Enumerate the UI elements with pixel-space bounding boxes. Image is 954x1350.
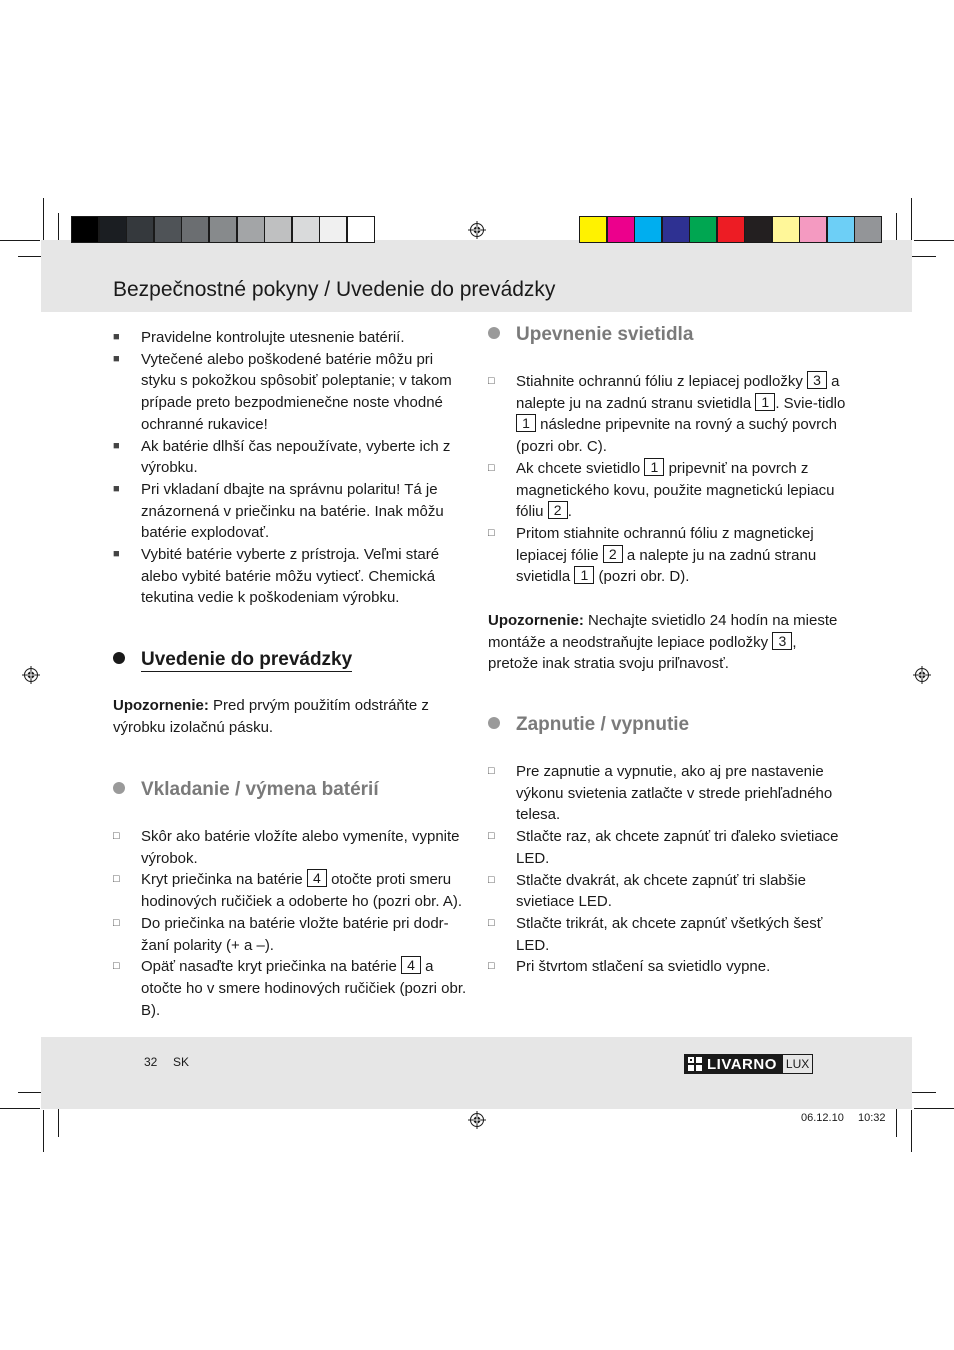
registration-mark-icon [22,666,40,684]
color-swatch [71,216,99,243]
checkbox-bullet-icon: □ [488,526,495,539]
logo-text: LIVARNO [707,1055,777,1073]
list-item: ■ Pri vkladaní dbajte na správnu polaritu! Tá je znázornená v priečinku na batérie. Inak môžu batérie explodovať. [113,480,444,542]
square-bullet-icon: ■ [113,482,120,495]
color-swatch [799,216,827,243]
part-number-box: 1 [644,458,664,476]
note-text: Pred prvým použitím odstráňte z výrobku izolačnú pásku. [113,697,429,736]
print-date: 06.12.10 [801,1112,844,1124]
color-swatch [99,216,127,243]
list-item: □ Pritom stiahnite ochrannú fóliu z magnetickej lepiacej fólie 2 a nalepte ju na zadnú stranu svietidla 1 (pozri obr. D). [488,524,817,586]
livarno-mark-icon [688,1057,702,1071]
square-bullet-icon: ■ [113,548,120,561]
checkbox-bullet-icon: □ [113,916,120,929]
part-number-box: 3 [807,371,827,389]
part-number-box: 4 [307,869,327,887]
list-item: □ Pri štvrtom stlačení sa svietidlo vypne. [488,956,848,978]
bullet-dot-icon [113,652,125,664]
crop-mark [914,240,954,241]
list-item: □ Do priečinka na batérie vložte batérie pri dodr-žaní polarity (+ a –). [113,914,449,954]
color-swatch [237,216,265,243]
color-swatch [634,216,662,243]
page-title: Bezpečnostné pokyny / Uvedenie do prevádzky [113,278,556,301]
bullet-dot-icon [113,782,125,794]
print-time: 10:32 [858,1112,886,1124]
checkbox-bullet-icon: □ [488,375,495,387]
square-bullet-icon: ■ [113,439,120,452]
color-swatch [827,216,855,243]
checkbox-bullet-icon: □ [488,960,495,973]
livarno-logo-icon [684,1054,813,1074]
checkbox-bullet-icon: □ [488,916,495,929]
checkbox-bullet-icon: □ [488,765,495,777]
checkbox-bullet-icon: □ [488,873,495,886]
list-item: □ Skôr ako batérie vložíte alebo vymeníte, vypnite výrobok. [113,828,460,867]
language-code: SK [173,1055,190,1069]
color-swatch [292,216,320,243]
note-uvedenie [113,695,468,738]
color-swatch [662,216,690,243]
section-heading-vkladanie: Vkladanie / výmena batérií [113,779,379,801]
color-swatch [319,216,347,243]
registration-mark-icon [468,221,486,239]
list-item: □ Opäť nasaďte kryt priečinka na batérie 4 a otočte ho v smere hodinových ručičiek (pozri obr. B). [113,957,467,1019]
color-swatch [854,216,882,243]
crop-mark [43,198,44,240]
checkbox-bullet-icon: □ [113,873,120,886]
checkbox-bullet-icon: □ [488,830,495,843]
crop-mark [911,198,912,240]
part-number-box: 1 [755,393,775,411]
color-swatch [607,216,635,243]
crop-mark [43,1110,44,1152]
part-number-box: 2 [603,545,623,563]
list-item: □ Stiahnite ochrannú fóliu z lepiacej podložky 3 a nalepte ju na zadnú stranu svietidla 1 . Svie-tidlo 1 následne pripevnite na rovný a suchý povrch (pozri obr. C). [488,372,846,456]
color-swatch [689,216,717,243]
color-swatch [126,216,154,243]
list-item: □ Stlačte trikrát, ak chcete zapnúť všetkých šesť LED. [488,914,823,954]
section-heading-uvedenie: Uvedenie do prevádzky [113,649,352,671]
square-bullet-icon: ■ [113,352,120,365]
list-item: □ Kryt priečinka na batérie 4 otočte proti smeru hodinových ručičiek a odoberte ho (pozri obr. A). [113,870,463,911]
page-number: 32 [144,1055,158,1069]
part-number-box: 1 [574,566,594,584]
crop-mark [911,1110,912,1152]
checkbox-bullet-icon: □ [488,461,495,474]
switching-steps [488,761,848,978]
safety-list [113,327,468,609]
note-label: Upozornenie: [113,697,209,714]
bullet-dot-icon [488,327,500,339]
color-swatch [209,216,237,243]
list-item: □ Ak chcete svietidlo 1 pripevniť na povrch z magnetického kovu, použite magnetickú lepiacu fóliu 2 . [488,458,835,521]
list-item: □ Stlačte raz, ak chcete zapnúť tri ďaleko svietiace LED. [488,828,839,867]
color-swatch [181,216,209,243]
crop-mark [914,1108,954,1109]
part-number-box: 1 [516,414,536,432]
note-label: Upozornenie: [488,612,584,629]
color-swatch [347,216,375,243]
color-swatch [154,216,182,243]
mounting-steps [488,371,848,588]
registration-mark-icon [913,666,931,684]
logo-sub-text: LUX [782,1054,813,1074]
color-swatch [744,216,772,243]
registration-mark-icon [468,1111,486,1129]
crop-mark [0,240,40,241]
list-item: □ Pre zapnutie a vypnutie, ako aj pre nastavenie výkonu svietenia zatlačte v strede priehľadného telesa. [488,763,833,824]
section-heading-upevnenie: Upevnenie svietidla [488,324,693,346]
list-item: ■ Vybité batérie vyberte z prístroja. Veľmi staré alebo vybité batérie môžu vytiecť. Chemická tekutina vedie k poškodeniam výrobku. [113,546,440,607]
color-swatch [717,216,745,243]
color-swatch [264,216,292,243]
list-item: □ Stlačte dvakrát, ak chcete zapnúť tri slabšie svietiace LED. [488,871,806,911]
crop-mark [0,1108,40,1109]
square-bullet-icon: ■ [113,331,120,343]
list-item: ■ Ak batérie dlhší čas nepoužívate, vyberte ich z výrobku. [113,437,451,477]
list-item: ■ Vytečené alebo poškodené batérie môžu pri styku s pokožkou spôsobiť poleptanie; v takom prípade preto bezpodmienečne noste vhodné ochranné rukavice! [113,350,452,433]
battery-steps [113,826,468,1021]
checkbox-bullet-icon: □ [113,830,120,842]
checkbox-bullet-icon: □ [113,960,120,973]
color-swatch [772,216,800,243]
bullet-dot-icon [488,717,500,729]
list-item: ■ Pravidelne kontrolujte utesnenie batérií. [113,327,468,349]
section-heading-zapnutie: Zapnutie / vypnutie [488,714,689,736]
note-upevnenie: Upozornenie: Nechajte svietidlo 24 hodín na mieste montáže a neodstraňujte lepiace podložky 3 , pretože inak stratia svoju priľnavosť. [488,612,838,673]
part-number-box: 4 [401,956,421,974]
part-number-box: 3 [772,632,792,650]
part-number-box: 2 [548,501,568,519]
color-swatch [579,216,607,243]
